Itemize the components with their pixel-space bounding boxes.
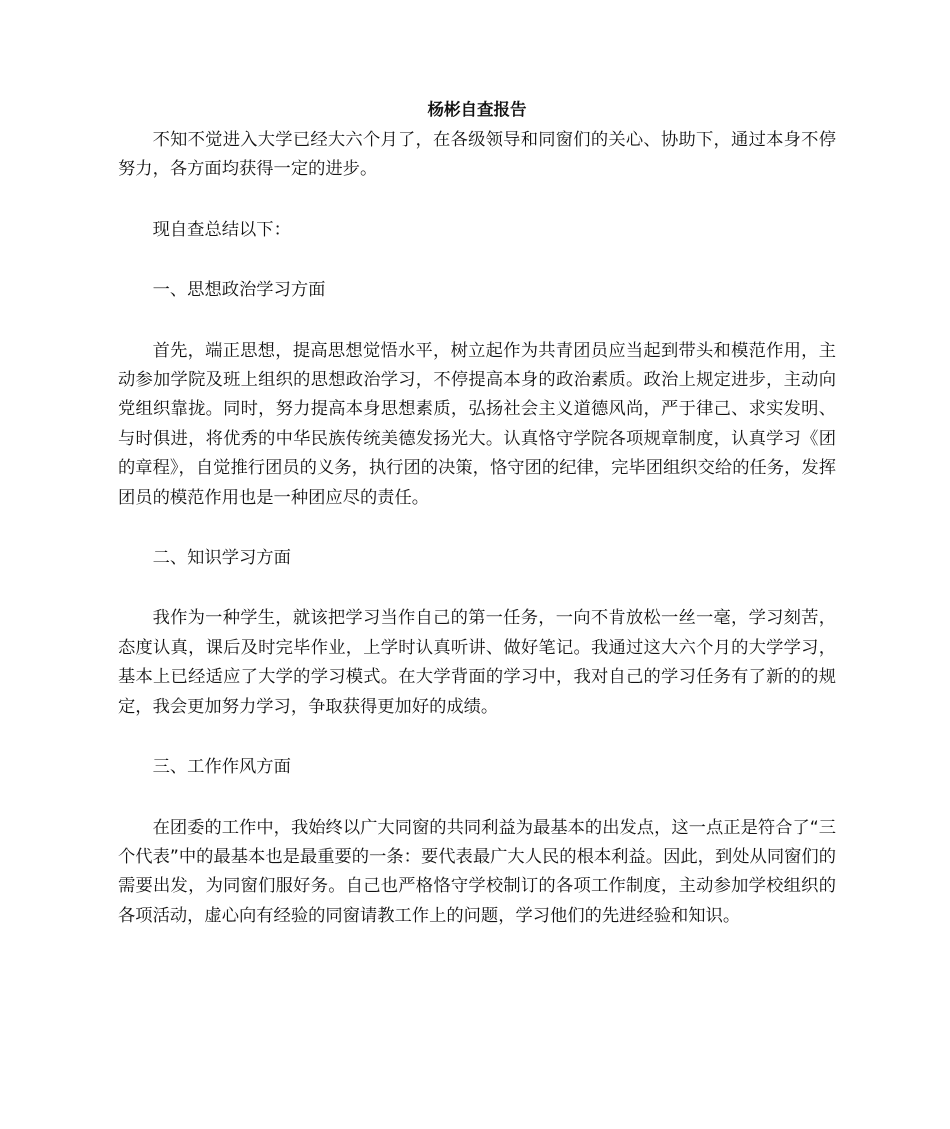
paragraph-gap	[118, 245, 836, 276]
paragraph-gap	[118, 185, 836, 216]
paragraph-gap	[118, 573, 836, 604]
paragraph-intro: 不知不觉进入大学已经大六个月了，在各级领导和同窗们的关心、协助下，通过本身不停努力，各方面均获得一定的进步。	[118, 130, 836, 180]
paragraph-knowledge: 我作为一种学生，就该把学习当作自己的第一任务，一向不肯放松一丝一毫，学习刻苦，态度认真，课后及时完毕作业，上学时认真听讲、做好笔记。我通过这大六个月的大学学习，基本上已经适应了大学的学习模式。在大学背面的学习中，我对自己的学习任务有了新的的规定，我会更加努力学习，争取获得更加好的成绩。	[118, 608, 836, 717]
section-heading-political: 一、思想政治学习方面	[152, 280, 326, 301]
section-heading-work-style: 三、工作作风方面	[152, 757, 291, 778]
paragraph-political: 首先，端正思想，提高思想觉悟水平，树立起作为共青团员应当起到带头和模范作用，主动参加学院及班上组织的思想政治学习，不停提高本身的政治素质。政治上规定进步，主动向党组织靠拢。同时，努力提高本身思想素质，弘扬社会主义道德风尚，严于律己、求实发明、与时俱进，将优秀的中华民族传统美德发扬光大。认真恪守学院各项规章制度，认真学习《团的章程》，自觉推行团员的义务，执行团的决策，恪守团的纪律，完毕团组织交给的任务，发挥团员的模范作用也是一种团应尽的责任。	[118, 340, 836, 508]
paragraph-work-style: 在团委的工作中，我始终以广大同窗的共同利益为最基本的出发点，这一点正是符合了“三个代表”中的最基本也是最重要的一条：要代表最广大人民的根本利益。因此，到处从同窗们的需要出发，为同窗们服好务。自己也严格恪守学校制订的各项工作制度，主动参加学校组织的各项活动，虚心向有经验的同窗请教工作上的问题，学习他们的先进经验和知识。	[118, 817, 836, 926]
document-title: 杨彬自查报告	[427, 100, 527, 119]
paragraph-gap	[118, 513, 836, 544]
paragraph-gap	[118, 783, 836, 814]
paragraph-gap	[118, 722, 836, 753]
section-heading-knowledge: 二、知识学习方面	[152, 548, 291, 569]
paragraph-gap	[118, 306, 836, 337]
paragraph-summary-lead: 现自查总结以下：	[152, 219, 291, 240]
document-page	[118, 96, 836, 931]
